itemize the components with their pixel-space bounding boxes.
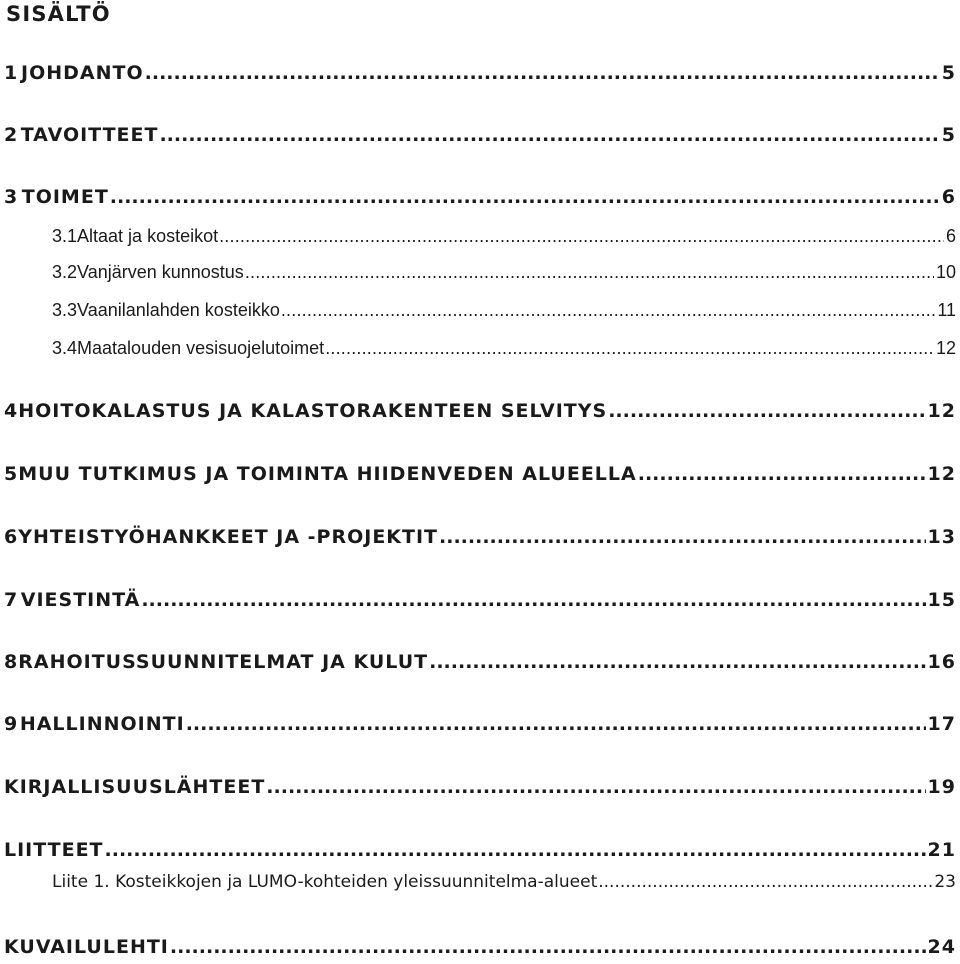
toc-entry-muu-tutkimus[interactable] bbox=[0, 463, 956, 491]
toc-page-number: 17 bbox=[927, 713, 956, 735]
toc-title: Liite 1. Kosteikkojen ja LUMO-kohteiden yleissuunnitelma-alueet bbox=[52, 872, 598, 892]
toc-entry-hoitokalastus[interactable] bbox=[0, 400, 956, 428]
toc-page-number: 24 bbox=[927, 936, 956, 958]
toc-number: 4 bbox=[4, 400, 19, 422]
toc-number: 5 bbox=[4, 463, 19, 485]
dot-leader bbox=[281, 300, 935, 321]
dot-leader bbox=[110, 186, 940, 208]
dot-leader bbox=[598, 872, 932, 892]
toc-entry-viestinta[interactable] bbox=[0, 589, 956, 617]
toc-number: 2 bbox=[4, 124, 19, 146]
toc-page-number: 13 bbox=[927, 526, 956, 548]
toc-title: Vanjärven kunnostus bbox=[77, 262, 244, 282]
toc-page-number: 5 bbox=[941, 124, 956, 146]
toc-entry-liitteet[interactable] bbox=[0, 839, 956, 867]
toc-page-number: 6 bbox=[945, 226, 956, 246]
toc-entry-vaanilanlahden-kosteikko[interactable] bbox=[0, 300, 956, 328]
toc-title: Altaat ja kosteikot bbox=[77, 226, 219, 246]
toc-page-number: 6 bbox=[941, 186, 956, 208]
dot-leader bbox=[170, 936, 926, 958]
toc-entry-toimet[interactable] bbox=[0, 186, 956, 214]
toc-title: KUVAILULEHTI bbox=[4, 936, 169, 958]
toc-entry-kirjallisuuslahteet[interactable] bbox=[0, 776, 956, 804]
toc-number: 6 bbox=[4, 526, 19, 548]
toc-entry-altaat-ja-kosteikot[interactable] bbox=[0, 226, 956, 254]
toc-entry-hallinnointi[interactable] bbox=[0, 713, 956, 741]
toc-number: 3.2 bbox=[52, 262, 78, 282]
toc-page-number: 12 bbox=[927, 400, 956, 422]
toc-page-number: 12 bbox=[927, 463, 956, 485]
toc-entry-yhteistyohankkeet[interactable] bbox=[0, 526, 956, 554]
toc-title: RAHOITUSSUUNNITELMAT JA KULUT bbox=[18, 651, 429, 673]
toc-number: 1 bbox=[4, 62, 19, 84]
toc-title: TOIMET bbox=[21, 186, 109, 208]
toc-number: 8 bbox=[4, 651, 19, 673]
toc-entry-johdanto[interactable] bbox=[0, 62, 956, 90]
toc-entry-vanjarven-kunnostus[interactable] bbox=[0, 262, 956, 290]
dot-leader bbox=[245, 262, 934, 283]
toc-title: LIITTEET bbox=[4, 839, 104, 861]
toc-entry-maatalouden-vesisuojelutoimet[interactable] bbox=[0, 338, 956, 366]
dot-leader bbox=[429, 651, 925, 673]
dot-leader bbox=[638, 463, 926, 485]
toc-number: 3.4 bbox=[52, 338, 78, 358]
dot-leader bbox=[219, 226, 944, 247]
toc-title: HOITOKALASTUS JA KALASTORAKENTEEN SELVITYS bbox=[18, 400, 608, 422]
toc-page-number: 16 bbox=[927, 651, 956, 673]
dot-leader bbox=[141, 589, 925, 611]
toc-page-number: 11 bbox=[937, 300, 956, 320]
toc-title: HALLINNOINTI bbox=[19, 713, 185, 735]
toc-page-number: 21 bbox=[927, 839, 956, 861]
toc-number: 3.1 bbox=[52, 226, 78, 246]
toc-entry-liite-1[interactable] bbox=[0, 872, 956, 900]
dot-leader bbox=[186, 713, 926, 735]
toc-page-number: 10 bbox=[935, 262, 956, 282]
toc-number: 9 bbox=[4, 713, 19, 735]
toc-entry-kuvailulehti[interactable] bbox=[0, 936, 956, 964]
toc-title: Maatalouden vesisuojelutoimet bbox=[77, 338, 325, 358]
dot-leader bbox=[159, 124, 939, 146]
toc-title: VIESTINTÄ bbox=[20, 589, 141, 611]
dot-leader bbox=[266, 776, 925, 798]
dot-leader bbox=[439, 526, 926, 548]
toc-title: KIRJALLISUUSLÄHTEET bbox=[4, 776, 266, 798]
toc-page-number: 12 bbox=[935, 338, 956, 358]
toc-number: 3 bbox=[4, 186, 19, 208]
toc-page-number: 23 bbox=[934, 872, 956, 892]
dot-leader bbox=[145, 62, 940, 84]
toc-title: JOHDANTO bbox=[21, 62, 144, 84]
toc-entry-tavoitteet[interactable] bbox=[0, 124, 956, 152]
toc-heading: SISÄLTÖ bbox=[6, 2, 111, 26]
toc-page-number: 15 bbox=[927, 589, 956, 611]
toc-entry-rahoitussuunnitelmat[interactable] bbox=[0, 651, 956, 679]
toc-title: YHTEISTYÖHANKKEET JA -PROJEKTIT bbox=[18, 526, 439, 548]
toc-page-number: 5 bbox=[941, 62, 956, 84]
dot-leader bbox=[325, 338, 934, 359]
toc-number: 3.3 bbox=[52, 300, 78, 320]
toc-title: TAVOITTEET bbox=[20, 124, 159, 146]
dot-leader bbox=[608, 400, 925, 422]
dot-leader bbox=[105, 839, 926, 861]
toc-title: MUU TUTKIMUS JA TOIMINTA HIIDENVEDEN ALUEELLA bbox=[18, 463, 637, 485]
toc-title: Vaanilanlahden kosteikko bbox=[77, 300, 280, 320]
toc-number: 7 bbox=[4, 589, 19, 611]
toc-page-number: 19 bbox=[927, 776, 956, 798]
